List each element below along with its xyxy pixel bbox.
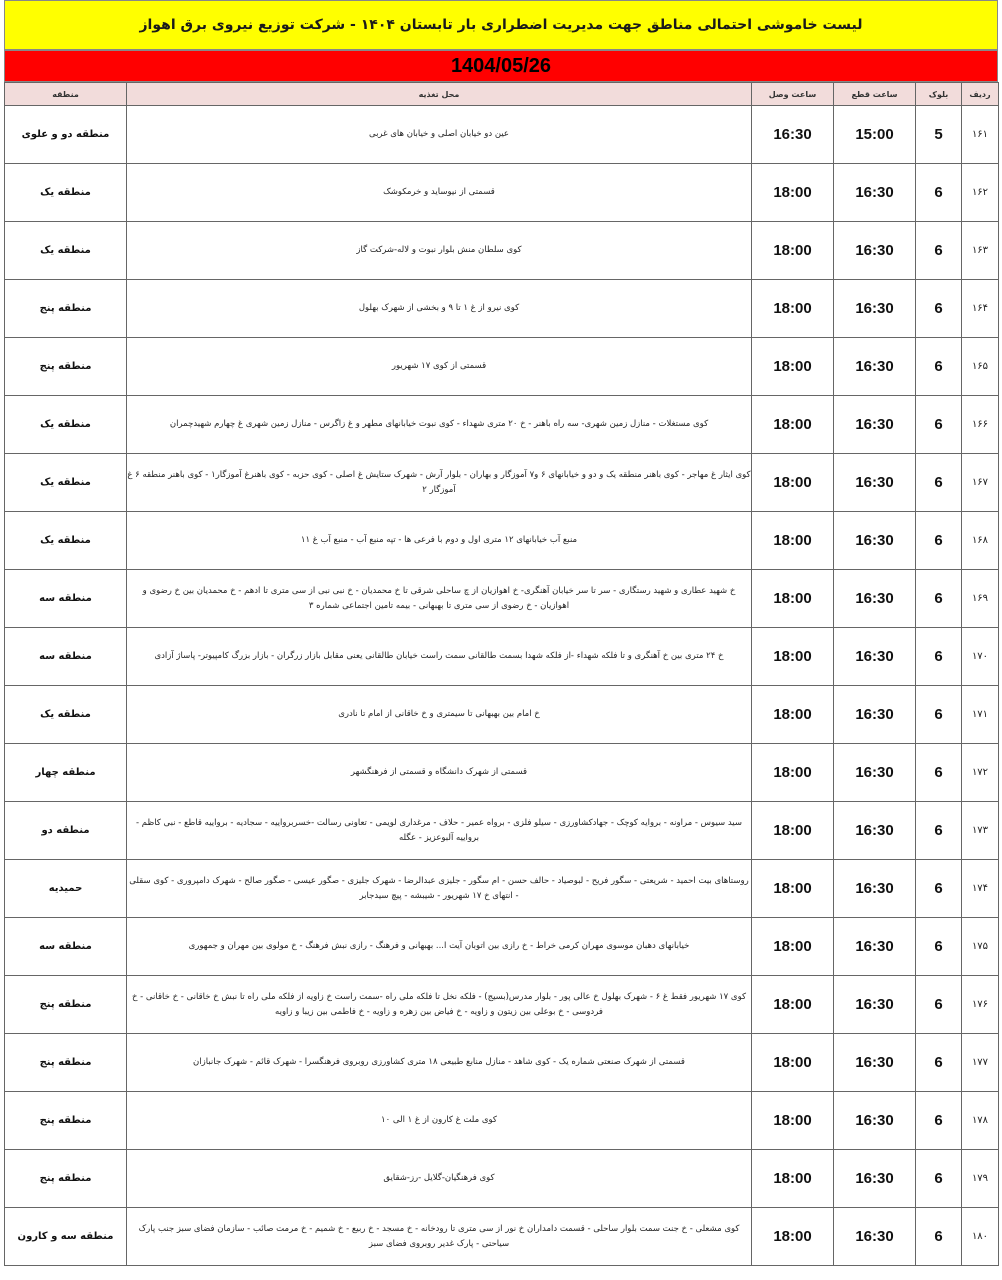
region-name: منطقه یک (5, 164, 127, 222)
cut-time: 16:30 (834, 744, 916, 802)
location-text: کوی ایثار غ مهاجر - کوی باهنر منطقه یک و دو و خیابانهای ۶ و۷ آموزگار و بهاران - بلوار آرش - شهرک ستایش غ اصلی - کوی حزبه - کوی باهنرغ آموزگار۱ - کوی باهنر منطقه ۶ غ آموزگار ۲ (127, 454, 752, 512)
block-number: 5 (916, 106, 962, 164)
table-row (5, 860, 999, 918)
row-number: ۱۷۷ (962, 1034, 999, 1092)
connect-time: 16:30 (752, 106, 834, 164)
block-number: 6 (916, 280, 962, 338)
region-name: منطقه چهار (5, 744, 127, 802)
table-row (5, 512, 999, 570)
connect-time: 18:00 (752, 338, 834, 396)
location-text: کوی ملت غ کارون از غ ۱ الی ۱۰ (127, 1092, 752, 1150)
table-row (5, 744, 999, 802)
table-row (5, 686, 999, 744)
table-header-row (5, 83, 999, 106)
region-name: منطقه یک (5, 454, 127, 512)
table-row (5, 106, 999, 164)
region-name: منطقه یک (5, 396, 127, 454)
col-header-cut-time: ساعت قطع (834, 83, 916, 106)
connect-time: 18:00 (752, 1208, 834, 1266)
region-name: منطقه پنج (5, 1034, 127, 1092)
row-number: ۱۶۴ (962, 280, 999, 338)
row-number: ۱۶۵ (962, 338, 999, 396)
table-row (5, 918, 999, 976)
row-number: ۱۷۹ (962, 1150, 999, 1208)
cut-time: 16:30 (834, 222, 916, 280)
block-number: 6 (916, 164, 962, 222)
block-number: 6 (916, 686, 962, 744)
region-name: منطقه پنج (5, 338, 127, 396)
col-header-location: محل تغذیه (127, 83, 752, 106)
col-header-row-number: ردیف (962, 83, 999, 106)
region-name: منطقه سه و کارون (5, 1208, 127, 1266)
cut-time: 16:30 (834, 860, 916, 918)
cut-time: 16:30 (834, 164, 916, 222)
row-number: ۱۶۸ (962, 512, 999, 570)
connect-time: 18:00 (752, 1150, 834, 1208)
block-number: 6 (916, 860, 962, 918)
connect-time: 18:00 (752, 628, 834, 686)
connect-time: 18:00 (752, 802, 834, 860)
table-row (5, 222, 999, 280)
region-name: منطقه پنج (5, 1092, 127, 1150)
region-name: منطقه پنج (5, 976, 127, 1034)
table-row (5, 164, 999, 222)
row-number: ۱۶۷ (962, 454, 999, 512)
connect-time: 18:00 (752, 280, 834, 338)
location-text: خ شهید عطاری و شهید رستگاری - سر تا سر خیابان آهنگری- خ اهوازیان از چ ساحلی شرقی تا خ محمدیان - خ نبی نبی از سی متری تا ادهم - خ محمدیان بین خ رضوی و اهوازیان - خ رضوی از سی متری تا بهبهانی - بیمه تامین اجتماعی شماره ۳ (127, 570, 752, 628)
location-text: کوی فرهنگیان-گلایل -رز-شقایق (127, 1150, 752, 1208)
region-name: منطقه یک (5, 222, 127, 280)
cut-time: 16:30 (834, 396, 916, 454)
block-number: 6 (916, 1034, 962, 1092)
location-text: قسمتی از شهرک صنعتی شماره یک - کوی شاهد - منازل منابع طبیعی ۱۸ متری کشاورزی روبروی فرهنگسرا - شهرک قائم - شهرک جانبازان (127, 1034, 752, 1092)
cut-time: 16:30 (834, 338, 916, 396)
block-number: 6 (916, 454, 962, 512)
cut-time: 16:30 (834, 454, 916, 512)
location-text: سید سیوس - مراونه - بروایه کوچک - جهادکشاورزی - سیلو فلزی - برواه عمیر - حلاف - مرغداری لویمی - تعاونی رسالت -خسربرواییه - سجادیه - برواییه قاطع - نبی کاظم - برواییه آلبوعزیز - عگله (127, 802, 752, 860)
location-text: منبع آب خیابانهای ۱۲ متری اول و دوم با فرعی ها - تپه منبع آب - منبع آب غ ۱۱ (127, 512, 752, 570)
cut-time: 16:30 (834, 512, 916, 570)
region-name: منطقه پنج (5, 280, 127, 338)
region-name: منطقه سه (5, 570, 127, 628)
block-number: 6 (916, 1092, 962, 1150)
cut-time: 16:30 (834, 1208, 916, 1266)
block-number: 6 (916, 1208, 962, 1266)
cut-time: 16:30 (834, 628, 916, 686)
block-number: 6 (916, 222, 962, 280)
row-number: ۱۷۲ (962, 744, 999, 802)
row-number: ۱۶۹ (962, 570, 999, 628)
row-number: ۱۷۶ (962, 976, 999, 1034)
row-number: ۱۶۳ (962, 222, 999, 280)
location-text: قسمتی از نیوساید و خرمکوشک (127, 164, 752, 222)
cut-time: 16:30 (834, 802, 916, 860)
connect-time: 18:00 (752, 918, 834, 976)
block-number: 6 (916, 802, 962, 860)
connect-time: 18:00 (752, 1092, 834, 1150)
connect-time: 18:00 (752, 686, 834, 744)
region-name: حمیدیه (5, 860, 127, 918)
location-text: خ ۲۴ متری بین خ آهنگری و تا فلکه شهداء -از فلکه شهدا بسمت طالقانی سمت راست خیابان طالقانی یعنی مقابل بازار زرگران - بازار بزرگ کامپیوتر- پاساژ آزادی (127, 628, 752, 686)
region-name: منطقه دو (5, 802, 127, 860)
connect-time: 18:00 (752, 222, 834, 280)
table-row (5, 628, 999, 686)
connect-time: 18:00 (752, 1034, 834, 1092)
table-row (5, 976, 999, 1034)
col-header-region: منطقه (5, 83, 127, 106)
table-row (5, 338, 999, 396)
connect-time: 18:00 (752, 860, 834, 918)
block-number: 6 (916, 1150, 962, 1208)
connect-time: 18:00 (752, 164, 834, 222)
schedule-date: 1404/05/26 (4, 50, 998, 82)
table-row (5, 1092, 999, 1150)
table-body (5, 106, 999, 1266)
page-title: لیست خاموشی احتمالی مناطق جهت مدیریت اضطراری بار تابستان ۱۴۰۴ - شرکت توزیع نیروی برق اهواز (4, 0, 998, 50)
table-row (5, 396, 999, 454)
connect-time: 18:00 (752, 976, 834, 1034)
cut-time: 16:30 (834, 1092, 916, 1150)
connect-time: 18:00 (752, 512, 834, 570)
table-row (5, 1208, 999, 1266)
location-text: کوی مشعلی - خ جنت سمت بلوار ساحلی - قسمت دامداران خ نور از سی متری تا رودخانه - خ مسجد - خ ربیع - خ شمیم - خ مرمت صائب - سازمان فضای سبز جنب پارک سیاحتی - پارک غدیر روبروی فضای سبز (127, 1208, 752, 1266)
table-row (5, 1034, 999, 1092)
row-number: ۱۷۳ (962, 802, 999, 860)
cut-time: 16:30 (834, 976, 916, 1034)
block-number: 6 (916, 396, 962, 454)
row-number: ۱۶۶ (962, 396, 999, 454)
cut-time: 16:30 (834, 686, 916, 744)
col-header-block: بلوک (916, 83, 962, 106)
table-row (5, 802, 999, 860)
region-name: منطقه دو و علوی (5, 106, 127, 164)
table-row (5, 280, 999, 338)
region-name: منطقه یک (5, 686, 127, 744)
location-text: کوی مستغلات - منازل زمین شهری- سه راه باهنر - خ ۲۰ متری شهداء - کوی نبوت خیابانهای مطهر و غ زاگرس - منازل زمین شهری غ چهارم شهیدچمران (127, 396, 752, 454)
cut-time: 16:30 (834, 280, 916, 338)
table-row (5, 454, 999, 512)
block-number: 6 (916, 976, 962, 1034)
block-number: 6 (916, 628, 962, 686)
cut-time: 16:30 (834, 918, 916, 976)
blackout-schedule-table (4, 82, 999, 1266)
col-header-connect-time: ساعت وصل (752, 83, 834, 106)
location-text: قسمتی از کوی ۱۷ شهریور (127, 338, 752, 396)
row-number: ۱۸۰ (962, 1208, 999, 1266)
location-text: عین دو خیابان اصلی و خیابان های غربی (127, 106, 752, 164)
connect-time: 18:00 (752, 570, 834, 628)
location-text: کوی سلطان منش بلوار نبوت و لاله-شرکت گاز (127, 222, 752, 280)
region-name: منطقه سه (5, 918, 127, 976)
region-name: منطقه سه (5, 628, 127, 686)
row-number: ۱۶۱ (962, 106, 999, 164)
region-name: منطقه یک (5, 512, 127, 570)
connect-time: 18:00 (752, 744, 834, 802)
block-number: 6 (916, 918, 962, 976)
row-number: ۱۷۸ (962, 1092, 999, 1150)
location-text: کوی ۱۷ شهریور فقط غ ۶ - شهرک بهلول خ عالی پور - بلوار مدرس(بسیج) - فلکه نخل تا فلکه ملی راه -سمت راست خ زاویه از فلکه ملی راه تا نبش خ خاقانی - خ خاقانی - خ فردوسی - خ بوعلی بین زیتون و زاویه - خ فیاض بین زهره و زاویه - خ فاطمی بین زیبا و زاویه (127, 976, 752, 1034)
block-number: 6 (916, 570, 962, 628)
block-number: 6 (916, 744, 962, 802)
cut-time: 16:30 (834, 570, 916, 628)
row-number: ۱۷۰ (962, 628, 999, 686)
location-text: کوی نیرو از غ ۱ تا ۹ و بخشی از شهرک بهلول (127, 280, 752, 338)
cut-time: 15:00 (834, 106, 916, 164)
cut-time: 16:30 (834, 1034, 916, 1092)
region-name: منطقه پنج (5, 1150, 127, 1208)
cut-time: 16:30 (834, 1150, 916, 1208)
location-text: خ امام بین بهبهانی تا سیمتری و خ خاقانی از امام تا نادری (127, 686, 752, 744)
row-number: ۱۷۵ (962, 918, 999, 976)
row-number: ۱۶۲ (962, 164, 999, 222)
location-text: خیابانهای دهبان موسوی مهران کرمی خراط - خ رازی بین اتوبان آیت ا... بهبهانی و فرهنگ - رازی نبش فرهنگ - خ مولوی بین مهران و جمهوری (127, 918, 752, 976)
location-text: روستاهای بیت احمید - شریعتی - سگور فریح - لبوصیاد - حالف حسن - ام سگور - جلیزی عبدالرضا - شهرک جلیزی - صگور عیسی - صگور صالح - شهرک دامپروری - کوی سقلی - انتهای خ ۱۷ شهریور - شیبشه - پیچ سیدجابر (127, 860, 752, 918)
table-row (5, 1150, 999, 1208)
location-text: قسمتی از شهرک دانشگاه و قسمتی از فرهنگشهر (127, 744, 752, 802)
block-number: 6 (916, 338, 962, 396)
row-number: ۱۷۱ (962, 686, 999, 744)
connect-time: 18:00 (752, 396, 834, 454)
block-number: 6 (916, 512, 962, 570)
row-number: ۱۷۴ (962, 860, 999, 918)
connect-time: 18:00 (752, 454, 834, 512)
table-row (5, 570, 999, 628)
